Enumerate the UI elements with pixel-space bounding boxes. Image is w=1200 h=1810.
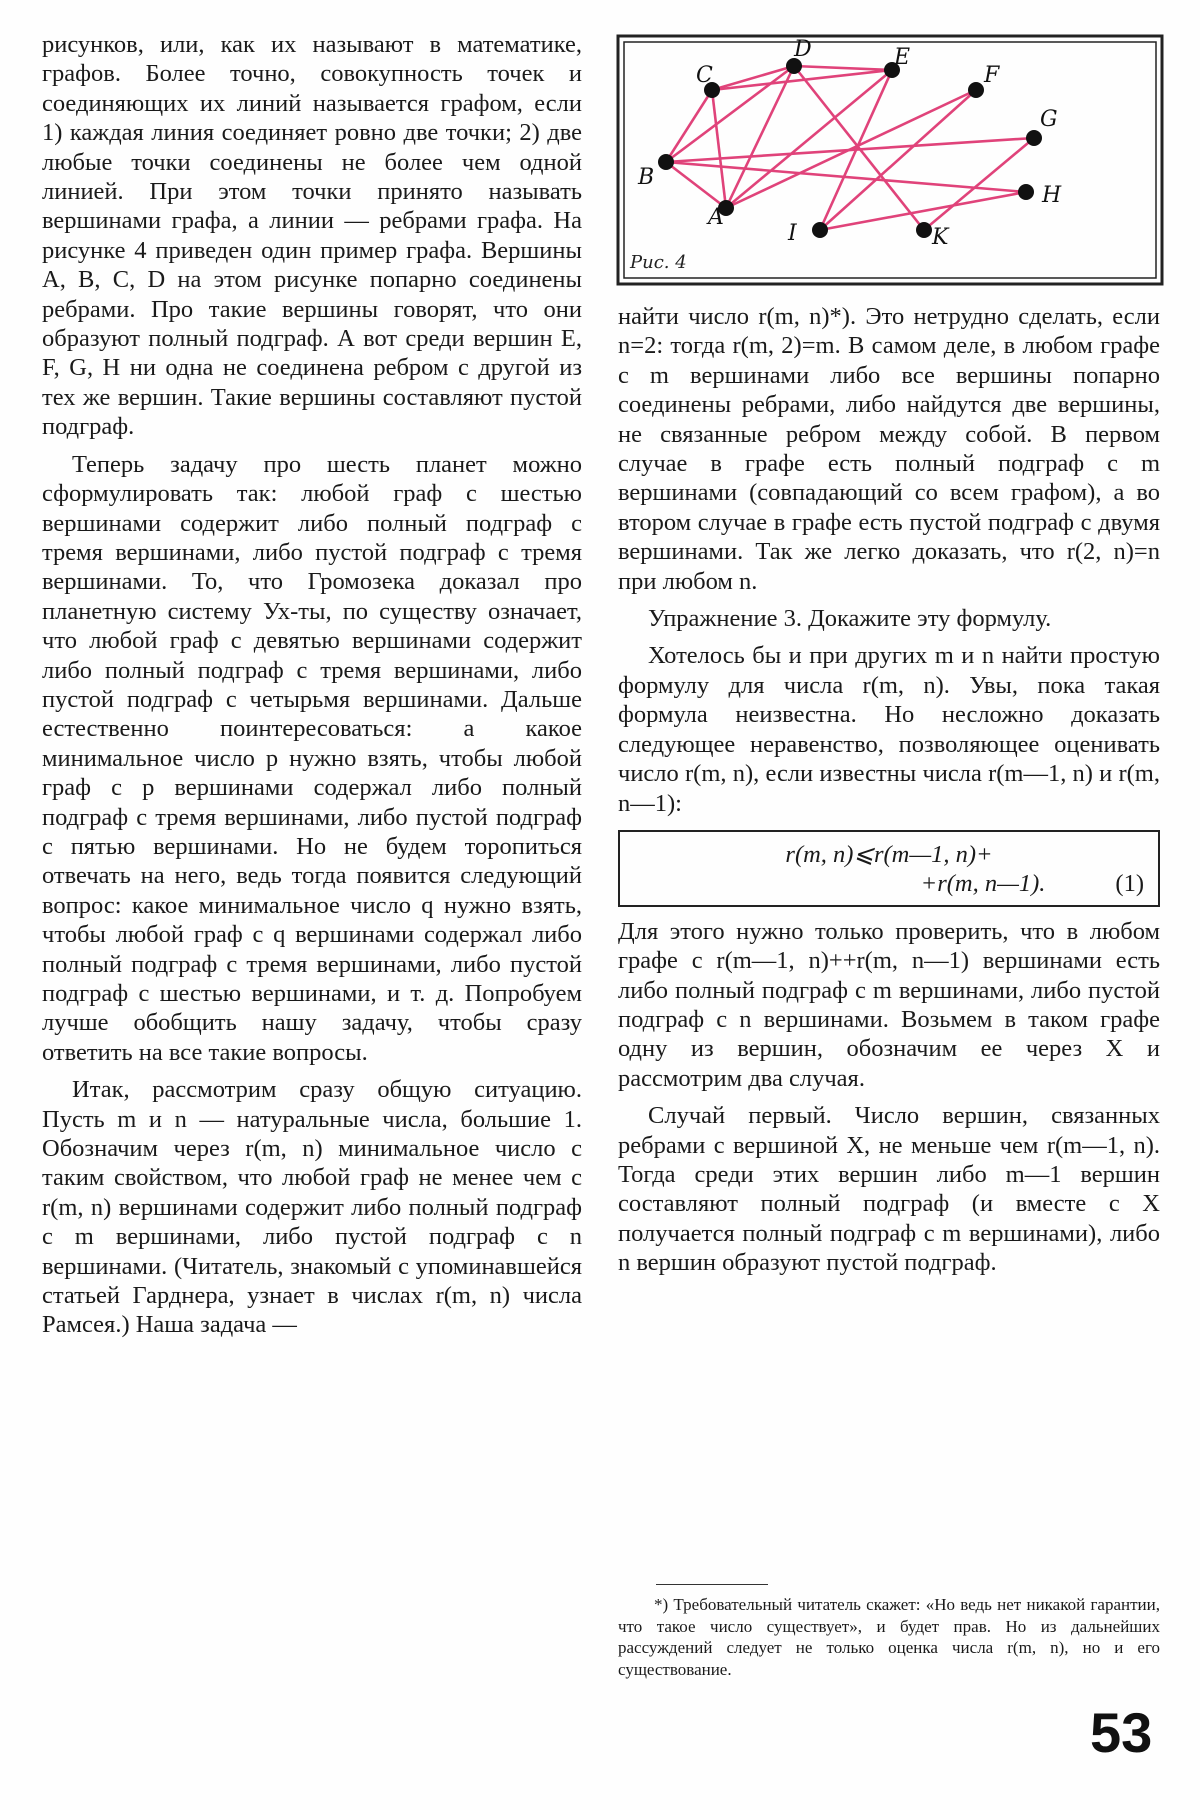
paragraph: Случай первый. Число вершин, связанных ребрами с вершиной X, не меньше чем r(m—1, n). Тогда среди этих вершин либо m—1 вершин составляют полный подграф (и вместе с X получается полный подграф с m вершинами), либо n вершин образуют пустой подграф. — [618, 1102, 1160, 1277]
graph-edge — [666, 162, 726, 208]
formula-number: (1) — [1115, 870, 1144, 898]
graph-edge — [794, 66, 892, 70]
vertex-label: H — [1042, 183, 1062, 208]
graph-edge — [666, 162, 1026, 192]
graph-vertex — [812, 222, 828, 238]
inequality-box — [618, 830, 1160, 907]
exercise-paragraph: Упражнение 3. Докажите эту формулу. — [648, 605, 1052, 633]
figure-caption: Рис. 4 — [630, 252, 687, 273]
formula-line-2-text: +r(m, n—1). — [920, 870, 1046, 898]
vertex-label: C — [696, 63, 713, 88]
paragraph: Для этого нужно только проверить, что в любом графе с r(m—1, n)++r(m, n—1) вершинами есть либо полный подграф с m вершинами, либо пустой подграф с n вершинами. Возьмем в таком графе одну из вершин, обозначим ее через X и рассмотрим два случая. — [618, 917, 1160, 1092]
formula-line-2 — [634, 869, 1144, 898]
paragraph: найти число r(m, n)*). Это нетрудно сделать, если n=2: тогда r(m, 2)=m. В самом деле, в любом графе с m вершинами либо все вершины попарно соединены ребрами, либо найдутся две вершины, не связанные ребром между собой. В первом случае в графе есть полный подграф с m вершинами (совпадающий со всем графом), а во втором случае в графе есть пустой подграф с двумя вершинами. Так же легко доказать, что r(2, n)=n при любом n. — [618, 303, 1160, 595]
graph-vertex — [658, 154, 674, 170]
paragraph: рисунков, или, как их называют в математике, графов. Более точно, совокупность точек и соединяющих их линий называется графом, если 1) каждая линия соединяет ровно две точки; 2) две любые точки соединены не более чем одной линией. При этом точки принято называть вершинами графа, а линии — ребрами графа. На рисунке 4 приведен один пример графа. Вершины A, B, C, D на этом рисунке попарно соединены ребрами. Про такие вершины говорят, что они образуют полный подграф. А вот среди вершин E, F, G, H ни одна не соединена ребром с другой из тех же вершин. Такие вершины составляют пустой подграф. — [42, 31, 582, 441]
vertex-label: F — [984, 63, 1000, 88]
paragraph: Хотелось бы и при других m и n найти простую формулу для числа r(m, n). Увы, пока такая формула неизвестна. Но несложно доказать следующее неравенство, позволяющее оценивать число r(m, n), если известны числа r(m—1, n) и r(m, n—1): — [618, 642, 1160, 817]
vertex-label: B — [638, 165, 655, 190]
graph-vertex — [1018, 184, 1034, 200]
graph-vertex — [916, 222, 932, 238]
graph-edge — [794, 66, 924, 230]
left-column — [42, 30, 582, 1340]
vertex-label: G — [1040, 107, 1058, 132]
graph-vertex — [1026, 130, 1042, 146]
graph-edge — [666, 138, 1034, 162]
graph-figure — [616, 34, 1164, 286]
formula-line-1: r(m, n)⩽r(m—1, n)+ — [785, 840, 993, 868]
graph-edge — [666, 66, 794, 162]
paragraph: Теперь задачу про шесть планет можно сформулировать так: любой граф с шестью вершинами содержит либо полный подграф с тремя вершинами, либо пустой подграф с тремя вершинами. То, что Громозека доказал про планетную систему Ух-ты, по существу означает, что любой граф с девятью вершинами содержит либо полный подграф с тремя вершинами, либо пустой подграф с четырьмя вершинами. Дальше естественно поинтересоваться: а какое минимальное число p нужно взять, чтобы любой граф с p вершинами содержал либо полный подграф с тремя вершинами, либо пустой подграф с пятью вершинами. Но не будем торопиться отвечать на него, ведь тогда появится следующий вопрос: какое минимальное число q нужно взять, чтобы любой граф с q вершинами содержал либо полный подграф с тремя вершинами, либо пустой подграф с шестью вершинами, и т. д. Попробуем лучше обобщить нашу задачу, чтобы сразу ответить на все такие вопросы. — [42, 450, 582, 1066]
paragraph: Итак, рассмотрим сразу общую ситуацию. Пусть m и n — натуральные числа, большие 1. Обозначим через r(m, n) минимальное число с таким свойством, что любой граф не менее чем с r(m, n) вершинами содержит либо полный подграф с m вершинами, либо пустой подграф с n вершинами. (Читатель, знакомый с упоминавшейся статьей Гарднера, узнает в числах r(m, n) числа Рамсея.) Наша задача — — [42, 1076, 582, 1339]
vertex-label: E — [894, 45, 911, 70]
footnote-rule — [656, 1584, 768, 1585]
footnote: *) Требовательный читатель скажет: «Но ведь нет никакой гарантии, что такое число существует», и будет прав. Но из дальнейших рассуждений следует не только оценка числа r(m, n), но и его существование. — [618, 1595, 1160, 1679]
right-column — [618, 302, 1160, 1278]
vertex-label: D — [794, 37, 812, 62]
graph-edge — [666, 90, 712, 162]
vertex-label: I — [788, 221, 797, 246]
graph-edge — [712, 70, 892, 90]
vertex-label: K — [932, 225, 949, 250]
graph-edge — [712, 90, 726, 208]
vertex-label: A — [708, 205, 724, 230]
graph-vertex — [968, 82, 984, 98]
page-number: 53 — [1090, 1701, 1153, 1764]
